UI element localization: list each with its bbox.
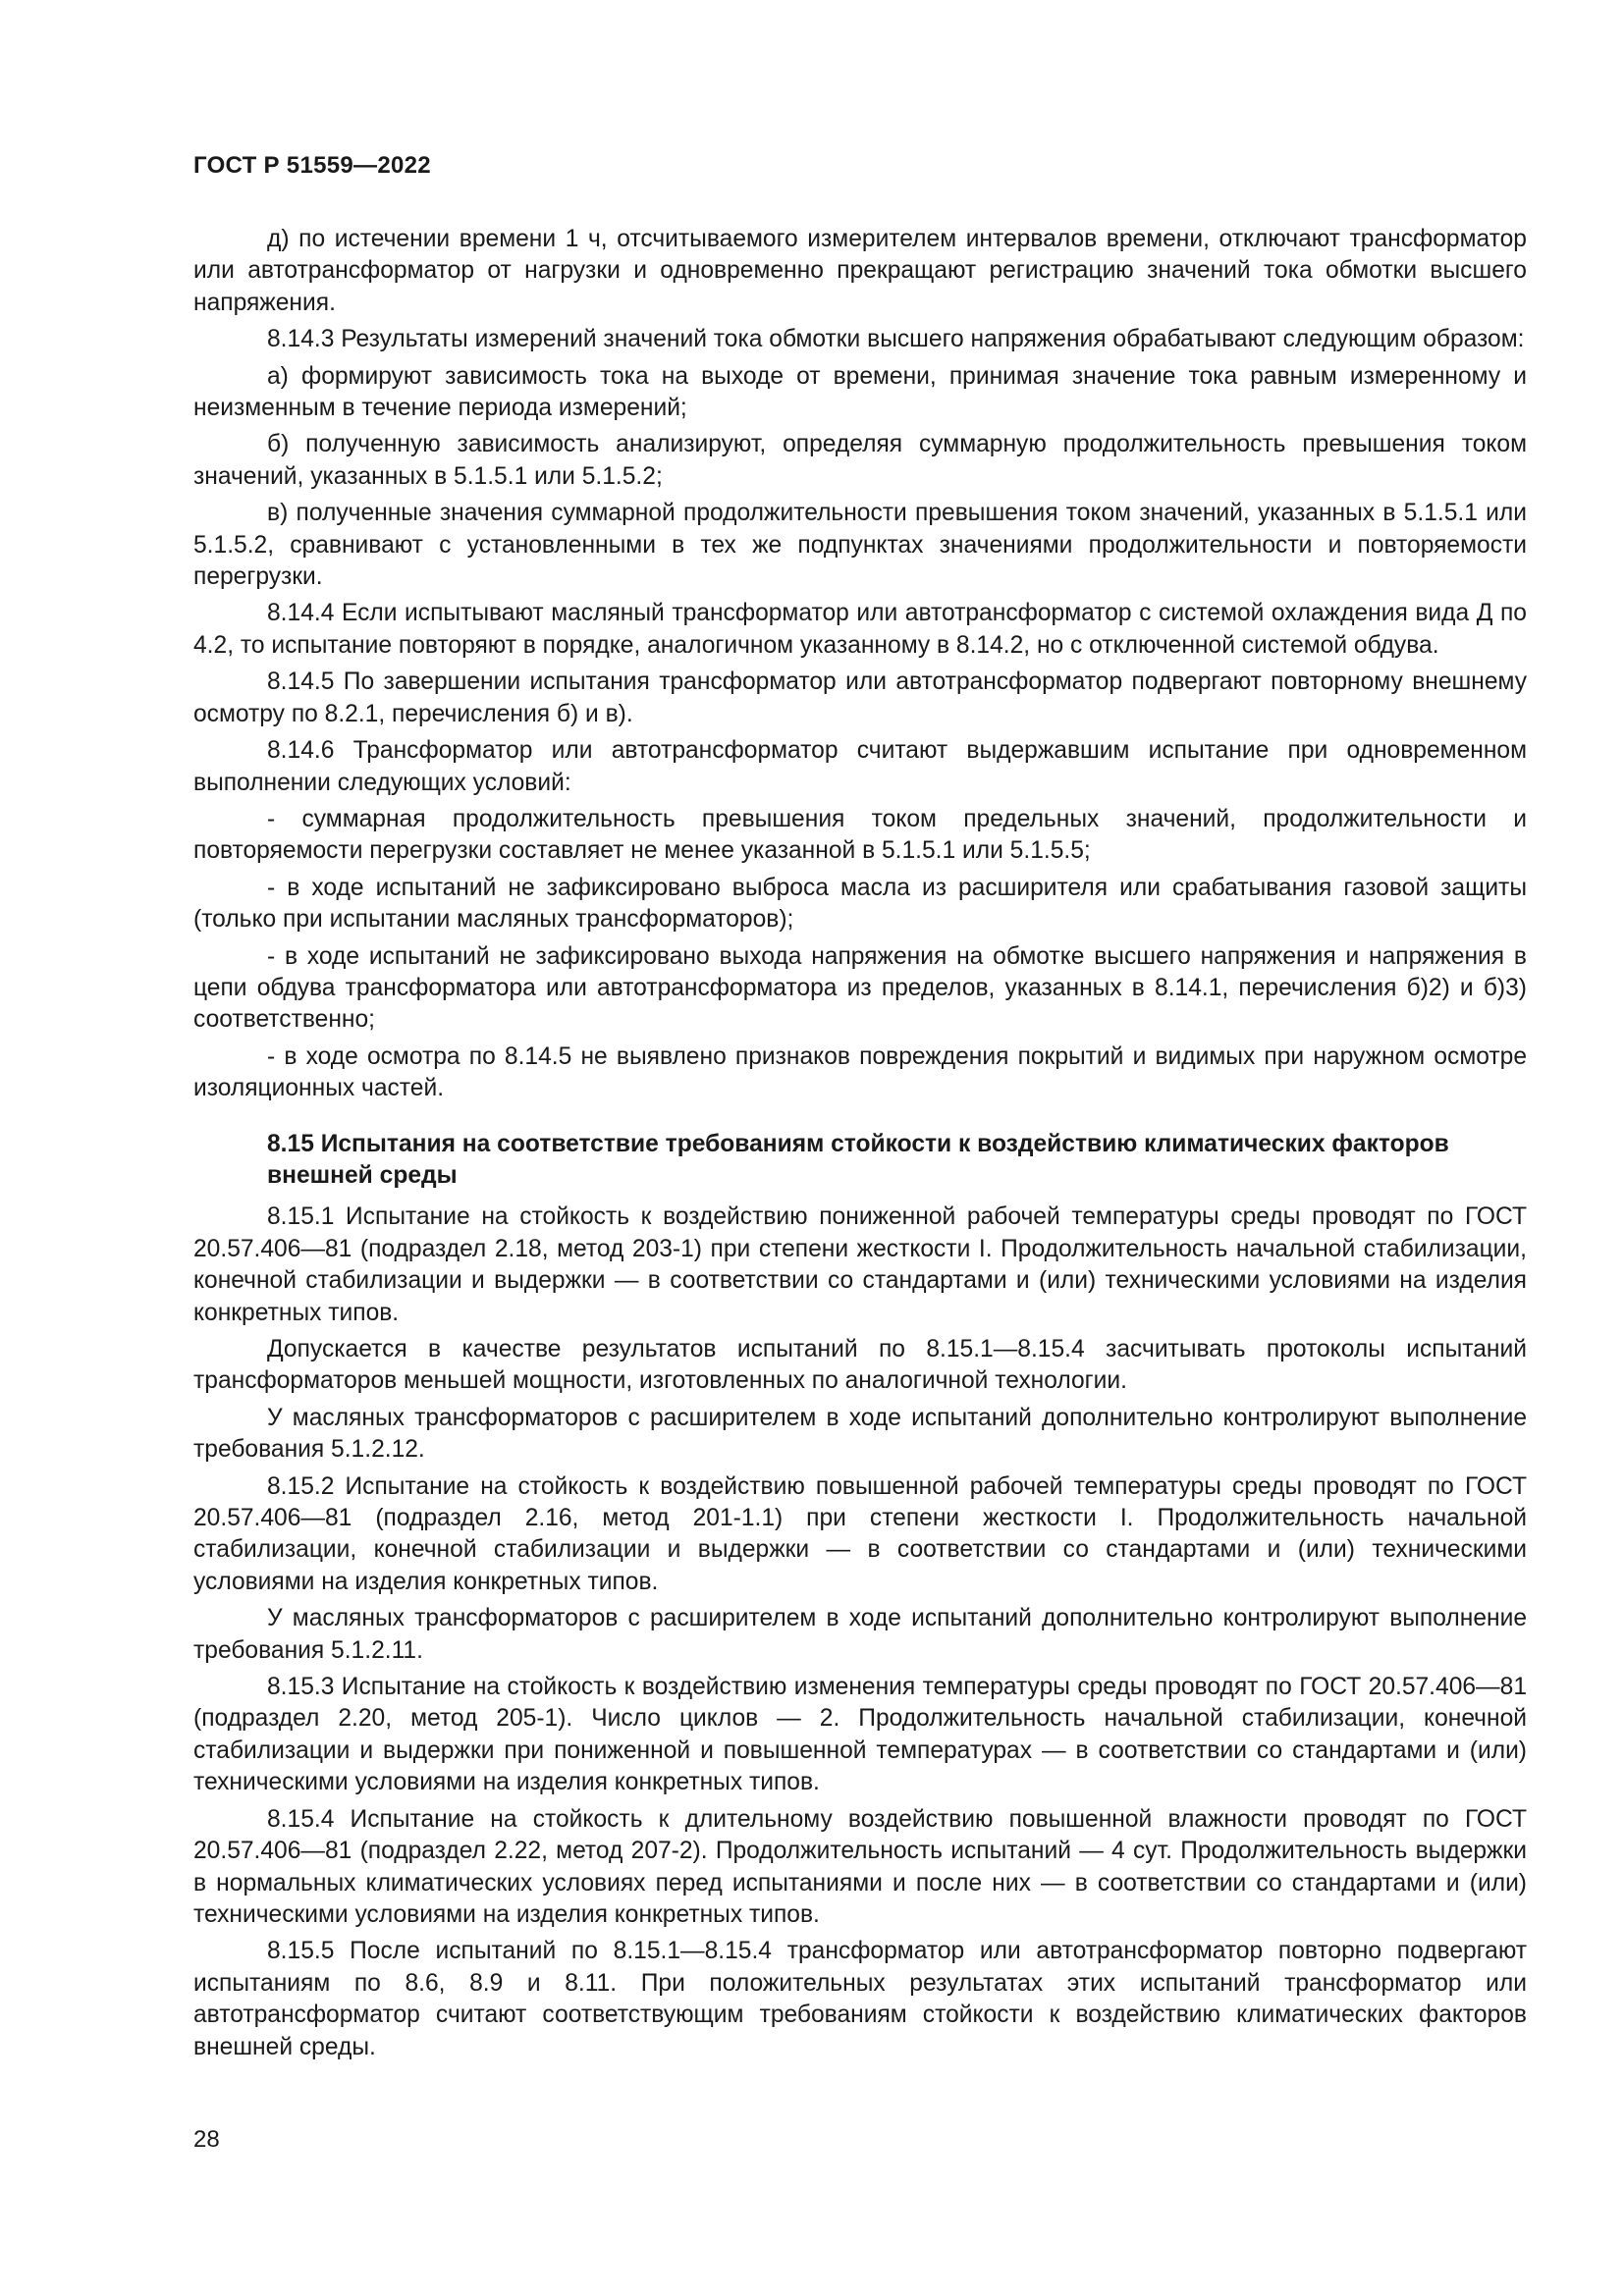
paragraph-permission: Допускается в качестве результатов испытаний по 8.15.1—8.15.4 засчитывать протоколы испытаний трансформаторов меньшей мощности, изготовленных по аналогичной технологии. <box>193 1336 1527 1395</box>
page-number: 28 <box>193 2126 220 2153</box>
paragraph-item-b: б) полученную зависимость анализируют, определяя суммарную продолжительность превышения током значений, указанных в 5.1.5.1 или 5.1.5.2; <box>193 431 1527 490</box>
paragraph-item-a: а) формируют зависимость тока на выходе от времени, принимая значение тока равным измеренному и неизменным в течение периода измерений; <box>193 362 1527 422</box>
paragraph-oil-control: У масляных трансформаторов с расширителем в ходе испытаний дополнительно контролируют выполнение требования 5.1.2.11. <box>193 1605 1527 1664</box>
section-heading-8-15: 8.15 Испытания на соответствие требованиям стойкости к воздействию климатических факторов внешней среды <box>267 1130 1449 1189</box>
paragraph-8-15-1: 8.15.1 Испытание на стойкость к воздействию пониженной рабочей температуры среды проводят по ГОСТ 20.57.406—81 (подраздел 2.18, метод 203-1) при степени жесткости I. Продолжительность начальной стабилизации, конечной стабилизации и выдержки — в соответствии со стандартами и (или) техническими условиями на изделия конкретных типов. <box>193 1203 1527 1326</box>
condition-list-item: - суммарная продолжительность превышения током предельных значений, продолжительности и повторяемости перегрузки составляет не менее указанной в 5.1.5.1 или 5.1.5.5; <box>193 805 1527 865</box>
condition-list-item: - в ходе испытаний не зафиксировано выхода напряжения на обмотке высшего напряжения и напряжения в цепи обдува трансформатора или автотрансформатора из пределов, указанных в 8.14.1, перечисления б)2) и б)3) соответственно; <box>193 942 1527 1034</box>
paragraph-item-d: д) по истечении времени 1 ч, отсчитываемого измерителем интервалов времени, отключают трансформатор или автотрансформатор от нагрузки и одновременно прекращают регистрацию значений тока обмотки высшего напряжения. <box>193 226 1527 316</box>
paragraph-8-14-6: 8.14.6 Трансформатор или автотрансформатор считают выдержавшим испытание при одновременном выполнении следующих условий: <box>193 737 1527 796</box>
condition-list-item: - в ходе испытаний не зафиксировано выброса масла из расширителя или срабатывания газовой защиты (только при испытании масляных трансформаторов); <box>193 874 1527 934</box>
condition-list-item: - в ходе осмотра по 8.14.5 не выявлено признаков повреждения покрытий и видимых при наружном осмотре изоляционных частей. <box>193 1042 1527 1102</box>
paragraph-8-14-4: 8.14.4 Если испытывают масляный трансформатор или автотрансформатор с системой охлаждения вида Д по 4.2, то испытание повторяют в порядке, аналогичном указанному в 8.14.2, но с отключенной системой обдува. <box>193 600 1527 659</box>
paragraph-8-15-4: 8.15.4 Испытание на стойкость к длительному воздействию повышенной влажности проводят по ГОСТ 20.57.406—81 (подраздел 2.22, метод 207-2). Продолжительность испытаний — 4 сут. Продолжительность выдержки в нормальных климатических условиях перед испытаниями и после них — в соответствии со стандартами и (или) техническими условиями на изделия конкретных типов. <box>193 1805 1527 1928</box>
paragraph-8-14-3: 8.14.3 Результаты измерений значений тока обмотки высшего напряжения обрабатывают следующим образом: <box>267 326 1525 353</box>
paragraph-8-15-2: 8.15.2 Испытание на стойкость к воздействию повышенной рабочей температуры среды проводят по ГОСТ 20.57.406—81 (подраздел 2.16, метод 201-1.1) при степени жесткости I. Продолжительность начальной стабилизации, конечной стабилизации и выдержки — в соответствии со стандартами и (или) техническими условиями на изделия конкретных типов. <box>193 1472 1527 1595</box>
paragraph-oil-control: У масляных трансформаторов с расширителем в ходе испытаний дополнительно контролируют выполнение требования 5.1.2.12. <box>193 1404 1527 1464</box>
paragraph-item-v: в) полученные значения суммарной продолжительности превышения током значений, указанных в 5.1.5.1 или 5.1.5.2, сравнивают с установленными в тех же подпунктах значениями продолжительности и повторяемости перегрузки. <box>193 500 1527 591</box>
document-id-header: ГОСТ Р 51559—2022 <box>193 152 431 179</box>
paragraph-8-15-3: 8.15.3 Испытание на стойкость к воздействию изменения температуры среды проводят по ГОСТ 20.57.406—81 (подраздел 2.20, метод 205-1). Число циклов — 2. Продолжительность начальной стабилизации, конечной стабилизации и выдержки при пониженной и повышенной температурах — в соответствии со стандартами и (или) техническими условиями на изделия конкретных типов. <box>193 1674 1527 1796</box>
paragraph-8-15-5: 8.15.5 После испытаний по 8.15.1—8.15.4 трансформатор или автотрансформатор повторно подвергают испытаниям по 8.6, 8.9 и 8.11. При положительных результатах этих испытаний трансформатор или автотрансформатор считают соответствующим требованиям стойкости к воздействию климатических факторов внешней среды. <box>193 1938 1527 2060</box>
paragraph-8-14-5: 8.14.5 По завершении испытания трансформатор или автотрансформатор подвергают повторному внешнему осмотру по 8.2.1, перечисления б) и в). <box>193 668 1527 727</box>
page-content <box>193 224 1527 2063</box>
